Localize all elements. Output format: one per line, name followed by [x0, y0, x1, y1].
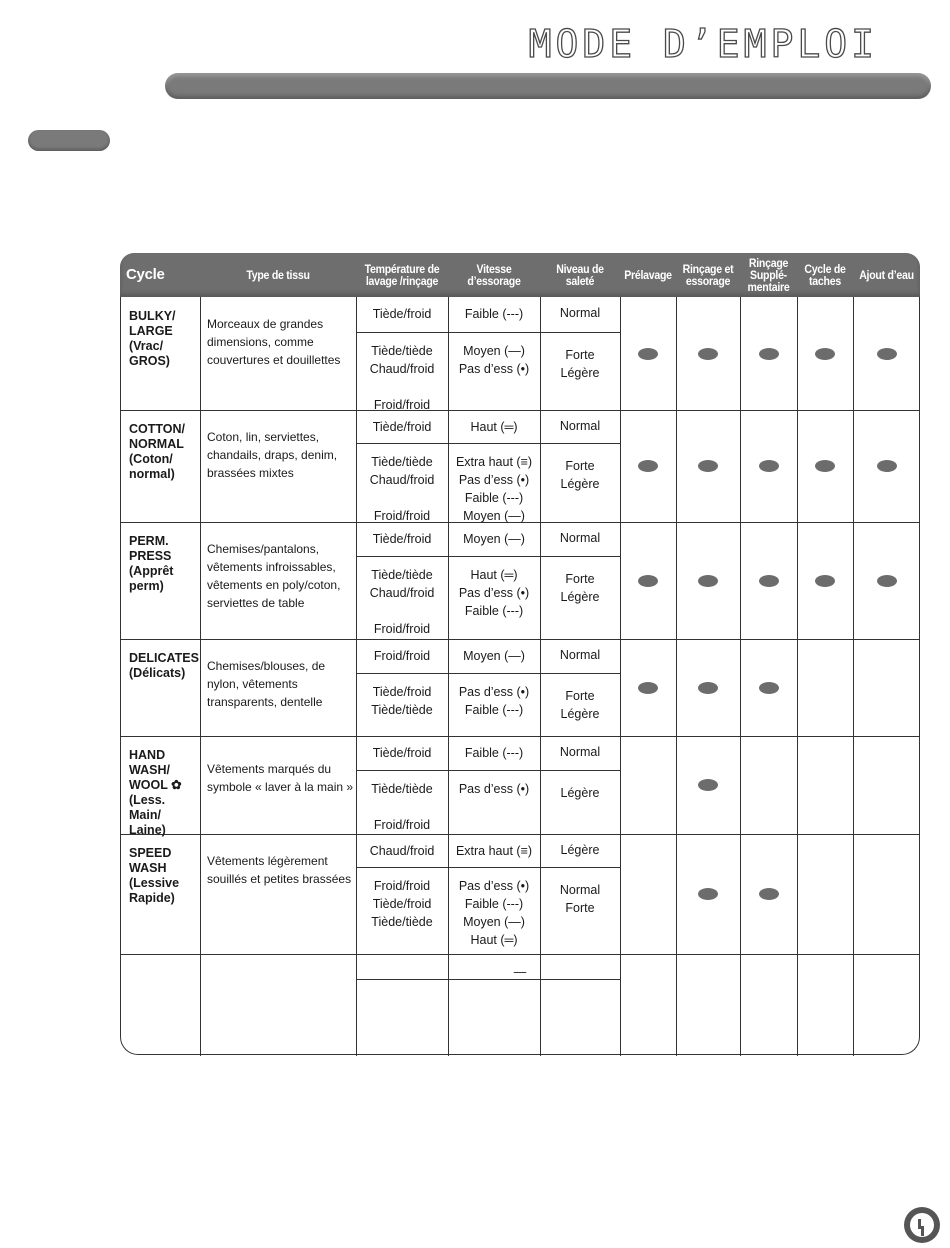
- option-available-dot: [698, 575, 718, 587]
- header-cell: Ajout d’eau: [859, 268, 914, 282]
- option-available-dot: [877, 348, 897, 360]
- row-divider: [120, 639, 920, 640]
- option-available-dot: [638, 575, 658, 587]
- temp-option: Tiède/tiède: [371, 703, 433, 717]
- cycle-name: SPEED WASH (Lessive Rapide): [129, 846, 180, 905]
- default-divider: [356, 867, 620, 868]
- temp-default: Chaud/froid: [369, 844, 435, 858]
- option-available-dot: [877, 575, 897, 587]
- header-cell: Cycle de taches: [804, 262, 846, 288]
- section-tab: [28, 130, 110, 151]
- option-available-dot: [815, 460, 835, 472]
- cycle-name: BULKY/ LARGE (Vrac/ GROS): [129, 309, 176, 368]
- lg-logo-icon: [904, 1207, 940, 1243]
- spin-mark: —: [513, 965, 527, 979]
- spin-option: Extra haut (≡): [455, 455, 533, 469]
- temp-option: Chaud/froid: [369, 586, 435, 600]
- soil-option: Légère: [560, 366, 600, 380]
- page-title: MODE D’EMPLOI: [528, 22, 878, 66]
- spin-option: Faible (---): [464, 897, 524, 911]
- soil-default: Normal: [559, 745, 601, 759]
- spin-option: Faible (---): [464, 604, 524, 618]
- spin-option: Moyen (—): [463, 915, 525, 929]
- row-divider: [120, 834, 920, 835]
- cycle-table: [120, 253, 920, 1056]
- spin-option: Pas d’ess (•): [458, 362, 530, 376]
- default-divider: [356, 673, 620, 674]
- temp-default: Tiède/froid: [372, 532, 432, 546]
- fabric-type: Chemises/blouses, de nylon, vêtements transparents, dentelle: [207, 659, 326, 709]
- temp-option: Tiède/tiède: [371, 782, 433, 796]
- header-cell: Vitesse d’essorage: [467, 262, 521, 288]
- spin-option: Haut (═): [470, 568, 518, 582]
- spin-option: Faible (---): [464, 491, 524, 505]
- spin-option: Pas d’ess (•): [458, 685, 530, 699]
- spin-option: Faible (---): [464, 703, 524, 717]
- spin-option: Moyen (—): [463, 344, 525, 358]
- option-available-dot: [638, 348, 658, 360]
- option-available-dot: [638, 682, 658, 694]
- spin-default: Faible (---): [464, 307, 524, 321]
- cycle-name: HAND WASH/ WOOL ✿ (Less. Main/ Laine): [129, 748, 182, 837]
- option-available-dot: [759, 575, 779, 587]
- spin-option: Pas d’ess (•): [458, 586, 530, 600]
- option-available-dot: [759, 682, 779, 694]
- temp-default: Tiède/froid: [372, 307, 432, 321]
- option-available-dot: [698, 779, 718, 791]
- row-divider: [120, 410, 920, 411]
- soil-option: Normal: [559, 883, 601, 897]
- fabric-type: Chemises/pantalons, vêtements infroissables, vêtements en poly/coton, serviettes de table: [207, 542, 341, 610]
- default-divider: [356, 556, 620, 557]
- temp-default: Tiède/froid: [372, 746, 432, 760]
- spin-option: Pas d’ess (•): [458, 879, 530, 893]
- soil-default: Légère: [560, 843, 600, 857]
- temp-option: Tiède/tiède: [371, 455, 433, 469]
- soil-option: Légère: [560, 707, 600, 721]
- cycle-name: PERM. PRESS (Apprêt perm): [129, 534, 174, 593]
- temp-option: Tiède/tiède: [371, 568, 433, 582]
- option-available-dot: [759, 460, 779, 472]
- soil-option: Forte: [565, 901, 595, 915]
- soil-option: Forte: [565, 459, 595, 473]
- temp-option: Froid/froid: [373, 509, 431, 523]
- fabric-type: Vêtements marqués du symbole « laver à la main »: [207, 762, 354, 794]
- temp-option: Chaud/froid: [369, 473, 435, 487]
- header-cell: Température de lavage /rinçage: [364, 262, 440, 288]
- header-bar: [165, 73, 931, 99]
- option-available-dot: [698, 888, 718, 900]
- default-divider: [356, 443, 620, 444]
- option-available-dot: [877, 460, 897, 472]
- spin-default: Extra haut (≡): [455, 844, 533, 858]
- soil-default: Normal: [559, 306, 601, 320]
- default-divider: [356, 979, 620, 980]
- spin-default: Moyen (—): [463, 649, 525, 663]
- temp-default: Froid/froid: [373, 649, 431, 663]
- row-divider: [120, 736, 920, 737]
- soil-option: Légère: [560, 477, 600, 491]
- option-available-dot: [815, 348, 835, 360]
- temp-option: Tiède/tiède: [371, 344, 433, 358]
- temp-option: Froid/froid: [373, 879, 431, 893]
- default-divider: [356, 332, 620, 333]
- spin-default: Haut (═): [470, 420, 518, 434]
- spin-option: Pas d’ess (•): [458, 473, 530, 487]
- temp-option: Froid/froid: [373, 622, 431, 636]
- option-available-dot: [698, 348, 718, 360]
- cycle-name: DELICATES (Délicats): [129, 651, 199, 680]
- soil-option: Forte: [565, 348, 595, 362]
- default-divider: [356, 770, 620, 771]
- fabric-type: Morceaux de grandes dimensions, comme couvertures et douillettes: [207, 317, 341, 367]
- temp-option: Tiède/tiède: [371, 915, 433, 929]
- temp-option: Tiède/froid: [372, 685, 432, 699]
- header-cell: Cycle: [126, 266, 165, 283]
- fabric-type: Vêtements légèrement souillés et petites brassées: [207, 854, 352, 886]
- row-divider: [120, 954, 920, 955]
- temp-option: Chaud/froid: [369, 362, 435, 376]
- soil-option: Légère: [560, 590, 600, 604]
- soil-default: Normal: [559, 648, 601, 662]
- soil-option: Légère: [560, 786, 600, 800]
- spin-default: Faible (---): [464, 746, 524, 760]
- option-available-dot: [698, 682, 718, 694]
- spin-option: Haut (═): [470, 933, 518, 947]
- soil-option: Forte: [565, 689, 595, 703]
- option-available-dot: [815, 575, 835, 587]
- soil-default: Normal: [559, 419, 601, 433]
- temp-option: Tiède/froid: [372, 897, 432, 911]
- spin-default: Moyen (—): [463, 532, 525, 546]
- spin-option: Moyen (—): [463, 509, 525, 523]
- header-cell: Rinçage Supplé-mentaire: [747, 256, 790, 294]
- header-cell: Niveau de saleté: [556, 262, 604, 288]
- option-available-dot: [638, 460, 658, 472]
- soil-option: Forte: [565, 572, 595, 586]
- cycle-name: COTTON/ NORMAL (Coton/ normal): [129, 422, 186, 481]
- option-available-dot: [698, 460, 718, 472]
- option-available-dot: [759, 348, 779, 360]
- header-cell: Prélavage: [624, 268, 672, 282]
- temp-default: Tiède/froid: [372, 420, 432, 434]
- soil-default: Normal: [559, 531, 601, 545]
- header-cell: Type de tissu: [246, 268, 310, 282]
- fabric-type: Coton, lin, serviettes, chandails, draps, denim, brassées mixtes: [207, 430, 338, 480]
- header-cell: Rinçage et essorage: [682, 262, 734, 288]
- temp-option: Froid/froid: [373, 398, 431, 412]
- spin-option: Pas d’ess (•): [458, 782, 530, 796]
- option-available-dot: [759, 888, 779, 900]
- temp-option: Froid/froid: [373, 818, 431, 832]
